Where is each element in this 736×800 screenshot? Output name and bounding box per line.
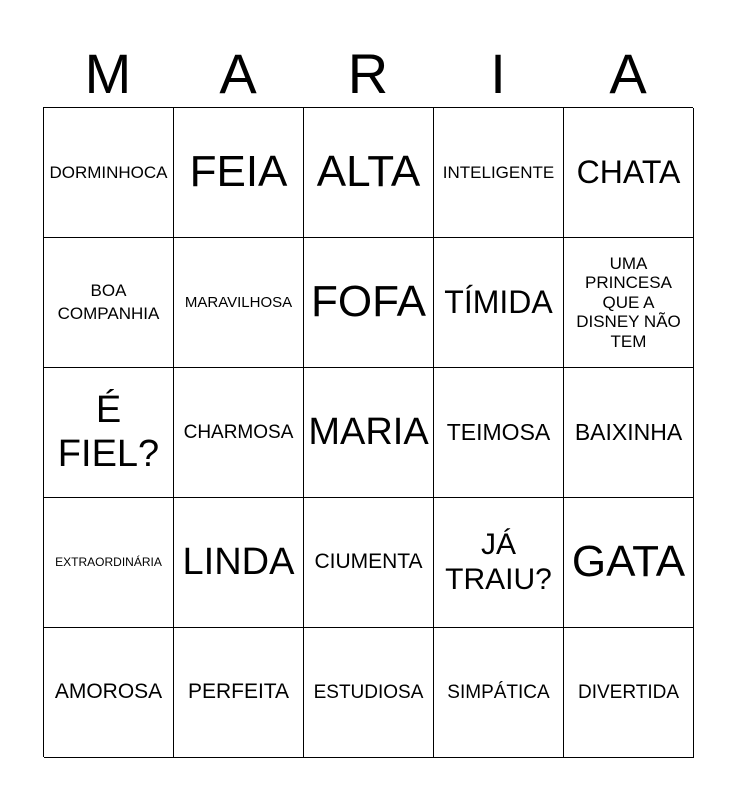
bingo-cell[interactable] [434, 498, 564, 628]
bingo-board [43, 107, 693, 757]
bingo-cell[interactable] [434, 238, 564, 368]
cell-label: MARAVILHOSA [184, 293, 293, 311]
cell-label: AMOROSA [54, 680, 163, 704]
bingo-cell[interactable] [174, 108, 304, 238]
bingo-cell[interactable] [304, 108, 434, 238]
cell-label: ALTA [316, 147, 421, 197]
bingo-cell[interactable] [434, 628, 564, 758]
cell-label: UMA PRINCESA QUE A DISNEY NÃO TEM [576, 253, 681, 351]
bingo-cell[interactable] [44, 498, 174, 628]
cell-label: EXTRAORDINÁRIA [55, 554, 162, 569]
cell-label: BAIXINHA [574, 419, 683, 446]
cell-label: TEIMOSA [446, 419, 551, 446]
cell-label: CIUMENTA [314, 550, 423, 574]
cell-label: PERFEITA [187, 680, 290, 704]
bingo-cell[interactable] [564, 498, 694, 628]
bingo-cell[interactable] [174, 498, 304, 628]
cell-label: DORMINHOCA [49, 162, 168, 182]
cell-label: TÍMIDA [444, 284, 553, 321]
bingo-cell[interactable] [304, 498, 434, 628]
bingo-cell[interactable] [44, 628, 174, 758]
cell-label: GATA [571, 537, 686, 587]
cell-label: MARIA [308, 410, 429, 453]
cell-label: LINDA [182, 540, 295, 583]
bingo-cell[interactable] [564, 238, 694, 368]
header-letter-i: I [490, 42, 506, 105]
bingo-cell[interactable] [44, 108, 174, 238]
bingo-header [43, 40, 693, 108]
cell-label: FOFA [311, 277, 426, 327]
bingo-cell[interactable] [434, 108, 564, 238]
bingo-cell[interactable] [44, 238, 174, 368]
bingo-cell[interactable] [174, 368, 304, 498]
bingo-cell[interactable] [304, 238, 434, 368]
cell-label: ESTUDIOSA [313, 681, 424, 703]
cell-label: INTELIGENTE [442, 162, 555, 182]
bingo-cell[interactable] [44, 368, 174, 498]
cell-label: É FIEL? [57, 388, 160, 475]
bingo-cell[interactable] [564, 368, 694, 498]
cell-label: DIVERTIDA [577, 681, 679, 703]
header-letter-a-2: A [609, 42, 647, 105]
cell-label: CHATA [576, 154, 681, 191]
cell-label: SIMPÁTICA [447, 681, 550, 703]
bingo-cell[interactable] [564, 108, 694, 238]
bingo-cell[interactable] [434, 368, 564, 498]
bingo-cell[interactable] [304, 628, 434, 758]
bingo-cell[interactable] [174, 238, 304, 368]
cell-label: BOA COMPANHIA [57, 280, 160, 323]
header-letter-r: R [347, 42, 389, 105]
cell-label: JÁ TRAIU? [445, 528, 552, 596]
cell-label: CHARMOSA [183, 421, 294, 443]
bingo-cell[interactable] [174, 628, 304, 758]
header-letter-a: A [219, 42, 257, 105]
bingo-cell[interactable] [564, 628, 694, 758]
bingo-cell[interactable] [304, 368, 434, 498]
header-letter-m: M [84, 42, 132, 105]
cell-label: FEIA [189, 147, 288, 197]
